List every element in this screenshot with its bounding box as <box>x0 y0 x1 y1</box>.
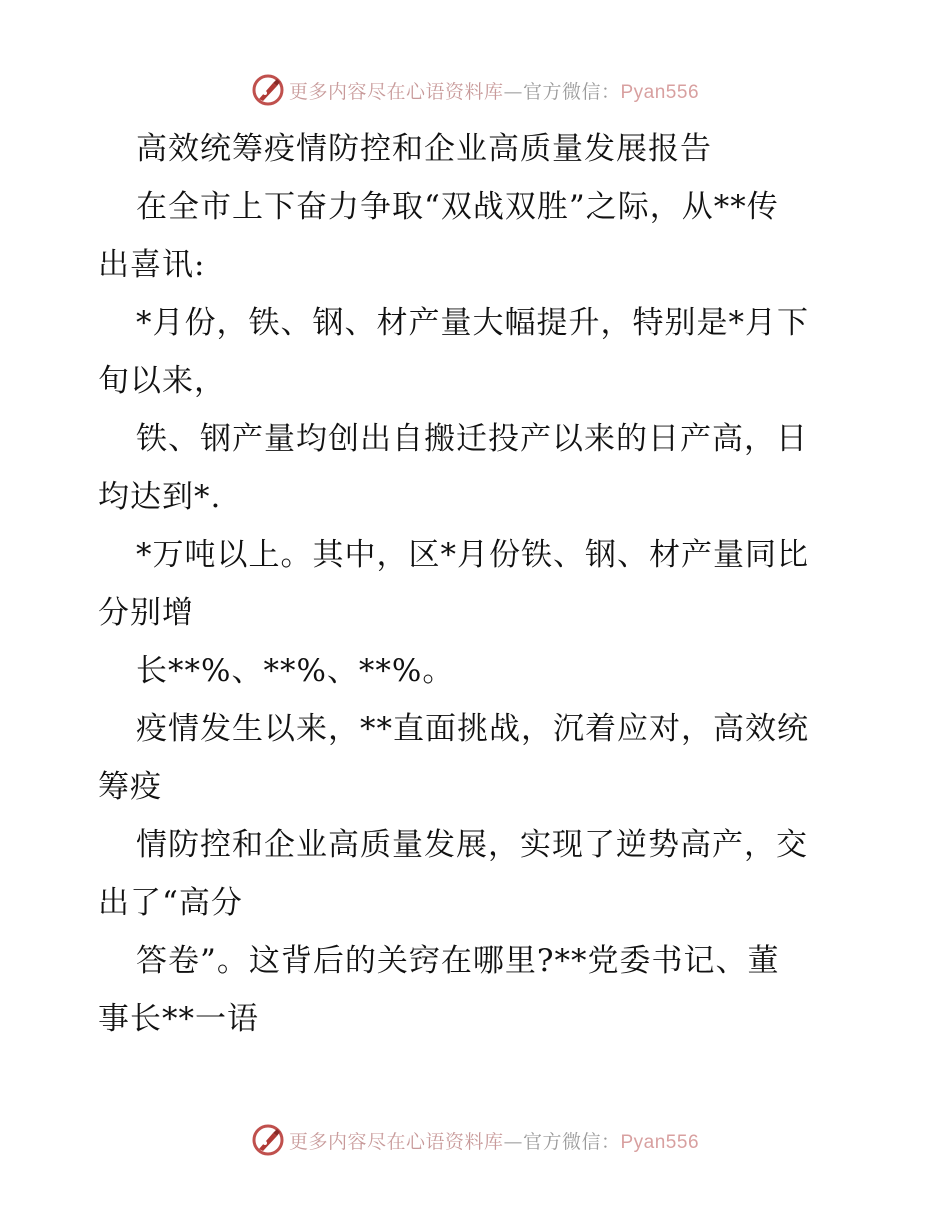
document-title: 高效统筹疫情防控和企业高质量发展报告 <box>136 131 712 167</box>
document-body <box>98 120 858 1048</box>
paragraph-line: *万吨以上。其中，区*月份铁、钢、材产量同比 <box>136 537 809 573</box>
paragraph-line: 在全市上下奋力争取“双战双胜”之际，从**传 <box>136 189 779 225</box>
watermark-dash: — <box>503 1130 523 1153</box>
footer-watermark <box>0 1120 950 1160</box>
watermark-dash: — <box>503 80 523 103</box>
header-watermark <box>0 70 950 110</box>
paragraph-line: *月份，铁、钢、材产量大幅提升，特别是*月下 <box>136 305 809 341</box>
watermark-site: 更多内容尽在心语资料库 <box>288 1130 504 1153</box>
paragraph-line: 筹疫 <box>98 769 162 805</box>
paragraph-line: 事长**一语 <box>98 1001 259 1037</box>
paragraph-line: 均达到*. <box>98 479 222 515</box>
paragraph-line: 答卷”。这背后的关窍在哪里?**党委书记、董 <box>136 943 780 979</box>
paragraph-line: 旬以来， <box>98 363 226 399</box>
pen-logo-icon <box>251 73 285 107</box>
watermark-text <box>289 1127 699 1154</box>
watermark-account: Pyan556 <box>620 1131 700 1153</box>
paragraph-line: 出喜讯: <box>98 247 206 283</box>
paragraph-line: 出了“高分 <box>98 885 243 921</box>
paragraph-line: 疫情发生以来，**直面挑战，沉着应对，高效统 <box>136 711 809 747</box>
paragraph-line: 铁、钢产量均创出自搬迁投产以来的日产高，日 <box>136 421 808 457</box>
watermark-site: 更多内容尽在心语资料库 <box>288 80 504 103</box>
paragraph-line: 长**%、**%、**%。 <box>136 653 455 689</box>
paragraph-line: 情防控和企业高质量发展，实现了逆势高产，交 <box>136 827 808 863</box>
pen-logo-icon <box>251 1123 285 1157</box>
watermark-account: Pyan556 <box>620 81 700 103</box>
watermark-official: 官方微信： <box>522 1130 621 1153</box>
paragraph-line: 分别增 <box>98 595 194 631</box>
watermark-official: 官方微信： <box>522 80 621 103</box>
watermark-text <box>289 77 699 104</box>
